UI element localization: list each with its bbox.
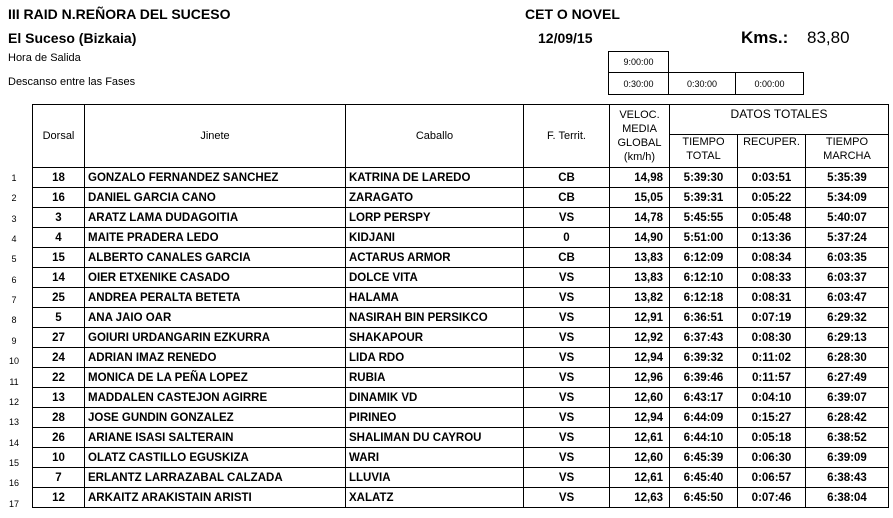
tiempo-marcha-cell: 6:29:32 bbox=[806, 308, 889, 328]
recuper-cell: 0:13:36 bbox=[738, 228, 806, 248]
recuper-cell: 0:11:57 bbox=[738, 368, 806, 388]
row-number: 17 bbox=[8, 498, 19, 509]
territ-cell: VS bbox=[524, 468, 610, 488]
table-row bbox=[33, 228, 889, 248]
caballo-cell: LLUVIA bbox=[346, 468, 524, 488]
tiempo-total-cell: 6:36:51 bbox=[670, 308, 738, 328]
table-row bbox=[33, 488, 889, 508]
tiempo-marcha-cell: 6:03:35 bbox=[806, 248, 889, 268]
veloc-cell: 15,05 bbox=[610, 188, 670, 208]
recuper-cell: 0:08:34 bbox=[738, 248, 806, 268]
territ-cell: VS bbox=[524, 268, 610, 288]
caballo-cell: LIDA RDO bbox=[346, 348, 524, 368]
tiempo-marcha-cell: 6:28:42 bbox=[806, 408, 889, 428]
dorsal-cell: 22 bbox=[33, 368, 85, 388]
rest-label: Descanso entre las Fases bbox=[8, 76, 136, 88]
recuper-cell: 0:05:48 bbox=[738, 208, 806, 228]
tiempo-total-cell: 6:45:50 bbox=[670, 488, 738, 508]
tiempo-marcha-cell: 6:28:30 bbox=[806, 348, 889, 368]
jinete-cell: OLATZ CASTILLO EGUSKIZA bbox=[85, 448, 346, 468]
col-tiempo-marcha: TIEMPO MARCHA bbox=[806, 135, 889, 168]
row-number: 2 bbox=[11, 193, 17, 204]
tiempo-total-cell: 6:45:40 bbox=[670, 468, 738, 488]
veloc-cell: 12,60 bbox=[610, 388, 670, 408]
tiempo-total-cell: 5:39:31 bbox=[670, 188, 738, 208]
dorsal-cell: 26 bbox=[33, 428, 85, 448]
dorsal-cell: 25 bbox=[33, 288, 85, 308]
tiempo-total-cell: 6:12:09 bbox=[670, 248, 738, 268]
caballo-cell: SHALIMAN DU CAYROU bbox=[346, 428, 524, 448]
dorsal-cell: 3 bbox=[33, 208, 85, 228]
tiempo-marcha-cell: 5:40:07 bbox=[806, 208, 889, 228]
event-date: 12/09/15 bbox=[538, 30, 593, 46]
jinete-cell: ERLANTZ LARRAZABAL CALZADA bbox=[85, 468, 346, 488]
tiempo-total-cell: 5:51:00 bbox=[670, 228, 738, 248]
table-row bbox=[33, 368, 889, 388]
dorsal-cell: 15 bbox=[33, 248, 85, 268]
veloc-cell: 12,91 bbox=[610, 308, 670, 328]
territ-cell: CB bbox=[524, 188, 610, 208]
veloc-cell: 12,94 bbox=[610, 348, 670, 368]
tiempo-total-cell: 5:39:30 bbox=[670, 168, 738, 188]
table-row bbox=[33, 348, 889, 368]
row-number: 3 bbox=[11, 213, 17, 224]
veloc-cell: 13,83 bbox=[610, 248, 670, 268]
dorsal-cell: 5 bbox=[33, 308, 85, 328]
start-time-label: Hora de Salida bbox=[8, 52, 81, 64]
dorsal-cell: 28 bbox=[33, 408, 85, 428]
col-tiempo-total: TIEMPO TOTAL bbox=[670, 135, 738, 168]
territ-cell: VS bbox=[524, 348, 610, 368]
veloc-cell: 13,83 bbox=[610, 268, 670, 288]
caballo-cell: KIDJANI bbox=[346, 228, 524, 248]
jinete-cell: ANA JAIO OAR bbox=[85, 308, 346, 328]
jinete-cell: JOSE GUNDIN GONZALEZ bbox=[85, 408, 346, 428]
jinete-cell: ARIANE ISASI SALTERAIN bbox=[85, 428, 346, 448]
jinete-cell: OIER ETXENIKE CASADO bbox=[85, 268, 346, 288]
territ-cell: VS bbox=[524, 208, 610, 228]
tiempo-total-cell: 6:44:10 bbox=[670, 428, 738, 448]
tiempo-marcha-cell: 5:35:39 bbox=[806, 168, 889, 188]
territ-cell: VS bbox=[524, 408, 610, 428]
caballo-cell: RUBIA bbox=[346, 368, 524, 388]
caballo-cell: XALATZ bbox=[346, 488, 524, 508]
event-title: III RAID N.REÑORA DEL SUCESO bbox=[8, 6, 231, 22]
table-row bbox=[33, 308, 889, 328]
kms-label: Kms.: bbox=[741, 28, 789, 47]
jinete-cell: ADRIAN IMAZ RENEDO bbox=[85, 348, 346, 368]
rest-time-1: 0:30:00 bbox=[608, 72, 669, 95]
dorsal-cell: 14 bbox=[33, 268, 85, 288]
row-number: 6 bbox=[11, 274, 17, 285]
recuper-cell: 0:07:19 bbox=[738, 308, 806, 328]
territ-cell: VS bbox=[524, 428, 610, 448]
row-number: 4 bbox=[11, 234, 17, 245]
col-veloc: VELOC. MEDIA GLOBAL (km/h) bbox=[610, 105, 670, 168]
tiempo-marcha-cell: 6:29:13 bbox=[806, 328, 889, 348]
veloc-cell: 13,82 bbox=[610, 288, 670, 308]
row-number: 10 bbox=[8, 356, 19, 367]
territ-cell: CB bbox=[524, 248, 610, 268]
territ-cell: CB bbox=[524, 168, 610, 188]
recuper-cell: 0:03:51 bbox=[738, 168, 806, 188]
recuper-cell: 0:06:30 bbox=[738, 448, 806, 468]
recuper-cell: 0:06:57 bbox=[738, 468, 806, 488]
tiempo-total-cell: 6:37:43 bbox=[670, 328, 738, 348]
tiempo-total-cell: 6:44:09 bbox=[670, 408, 738, 428]
recuper-cell: 0:11:02 bbox=[738, 348, 806, 368]
caballo-cell: KATRINA DE LAREDO bbox=[346, 168, 524, 188]
kms-value: 83,80 bbox=[807, 28, 850, 47]
table-row bbox=[33, 428, 889, 448]
jinete-cell: ALBERTO CANALES GARCIA bbox=[85, 248, 346, 268]
jinete-cell: MONICA DE LA PEÑA LOPEZ bbox=[85, 368, 346, 388]
table-row bbox=[33, 288, 889, 308]
tiempo-marcha-cell: 6:38:43 bbox=[806, 468, 889, 488]
veloc-cell: 12,92 bbox=[610, 328, 670, 348]
rest-time-2: 0:30:00 bbox=[668, 72, 736, 95]
dorsal-cell: 13 bbox=[33, 388, 85, 408]
tiempo-marcha-cell: 6:39:09 bbox=[806, 448, 889, 468]
col-territ: F. Territ. bbox=[524, 105, 610, 168]
table-row bbox=[33, 248, 889, 268]
veloc-cell: 14,90 bbox=[610, 228, 670, 248]
veloc-cell: 12,60 bbox=[610, 448, 670, 468]
jinete-cell: DANIEL GARCIA CANO bbox=[85, 188, 346, 208]
row-number: 8 bbox=[11, 315, 17, 326]
tiempo-marcha-cell: 6:27:49 bbox=[806, 368, 889, 388]
tiempo-total-cell: 6:45:39 bbox=[670, 448, 738, 468]
jinete-cell: ARKAITZ ARAKISTAIN ARISTI bbox=[85, 488, 346, 508]
caballo-cell: PIRINEO bbox=[346, 408, 524, 428]
col-caballo: Caballo bbox=[346, 105, 524, 168]
row-number: 14 bbox=[8, 437, 19, 448]
recuper-cell: 0:08:30 bbox=[738, 328, 806, 348]
tiempo-marcha-cell: 6:38:04 bbox=[806, 488, 889, 508]
tiempo-total-cell: 6:12:10 bbox=[670, 268, 738, 288]
row-number: 15 bbox=[8, 457, 19, 468]
tiempo-total-cell: 6:12:18 bbox=[670, 288, 738, 308]
event-category: CET O NOVEL bbox=[525, 6, 620, 22]
rest-time-3: 0:00:00 bbox=[735, 72, 804, 95]
dorsal-cell: 4 bbox=[33, 228, 85, 248]
territ-cell: 0 bbox=[524, 228, 610, 248]
recuper-cell: 0:08:33 bbox=[738, 268, 806, 288]
territ-cell: VS bbox=[524, 388, 610, 408]
territ-cell: VS bbox=[524, 288, 610, 308]
tiempo-marcha-cell: 5:34:09 bbox=[806, 188, 889, 208]
table-row bbox=[33, 468, 889, 488]
veloc-cell: 12,61 bbox=[610, 468, 670, 488]
tiempo-total-cell: 6:39:46 bbox=[670, 368, 738, 388]
tiempo-marcha-cell: 5:37:24 bbox=[806, 228, 889, 248]
dorsal-cell: 7 bbox=[33, 468, 85, 488]
jinete-cell: ANDREA PERALTA BETETA bbox=[85, 288, 346, 308]
jinete-cell: GONZALO FERNANDEZ SANCHEZ bbox=[85, 168, 346, 188]
tiempo-marcha-cell: 6:03:37 bbox=[806, 268, 889, 288]
row-number: 11 bbox=[9, 376, 19, 387]
caballo-cell: ZARAGATO bbox=[346, 188, 524, 208]
dorsal-cell: 10 bbox=[33, 448, 85, 468]
recuper-cell: 0:05:22 bbox=[738, 188, 806, 208]
tiempo-marcha-cell: 6:03:47 bbox=[806, 288, 889, 308]
jinete-cell: MADDALEN CASTEJON AGIRRE bbox=[85, 388, 346, 408]
row-number: 9 bbox=[11, 335, 17, 346]
dorsal-cell: 24 bbox=[33, 348, 85, 368]
jinete-cell: ARATZ LAMA DUDAGOITIA bbox=[85, 208, 346, 228]
caballo-cell: HALAMA bbox=[346, 288, 524, 308]
col-jinete: Jinete bbox=[85, 105, 346, 168]
col-dorsal: Dorsal bbox=[33, 105, 85, 168]
row-number: 7 bbox=[11, 295, 17, 306]
recuper-cell: 0:05:18 bbox=[738, 428, 806, 448]
tiempo-total-cell: 5:45:55 bbox=[670, 208, 738, 228]
veloc-cell: 14,98 bbox=[610, 168, 670, 188]
table-row bbox=[33, 188, 889, 208]
territ-cell: VS bbox=[524, 328, 610, 348]
col-recuper: RECUPER. bbox=[738, 135, 806, 168]
jinete-cell: GOIURI URDANGARIN EZKURRA bbox=[85, 328, 346, 348]
jinete-cell: MAITE PRADERA LEDO bbox=[85, 228, 346, 248]
dorsal-cell: 16 bbox=[33, 188, 85, 208]
event-location: El Suceso (Bizkaia) bbox=[8, 30, 137, 46]
territ-cell: VS bbox=[524, 488, 610, 508]
caballo-cell: ACTARUS ARMOR bbox=[346, 248, 524, 268]
caballo-cell: SHAKAPOUR bbox=[346, 328, 524, 348]
dorsal-cell: 12 bbox=[33, 488, 85, 508]
start-time-box: 9:00:00 bbox=[608, 51, 669, 73]
tiempo-marcha-cell: 6:39:07 bbox=[806, 388, 889, 408]
tiempo-total-cell: 6:39:32 bbox=[670, 348, 738, 368]
caballo-cell: LORP PERSPY bbox=[346, 208, 524, 228]
caballo-cell: DINAMIK VD bbox=[346, 388, 524, 408]
recuper-cell: 0:15:27 bbox=[738, 408, 806, 428]
veloc-cell: 14,78 bbox=[610, 208, 670, 228]
table-row bbox=[33, 448, 889, 468]
table-row bbox=[33, 268, 889, 288]
territ-cell: VS bbox=[524, 368, 610, 388]
territ-cell: VS bbox=[524, 308, 610, 328]
col-datos-totales: DATOS TOTALES bbox=[670, 105, 889, 135]
veloc-cell: 12,94 bbox=[610, 408, 670, 428]
recuper-cell: 0:08:31 bbox=[738, 288, 806, 308]
results-table bbox=[32, 104, 889, 508]
veloc-cell: 12,63 bbox=[610, 488, 670, 508]
table-row bbox=[33, 328, 889, 348]
row-number: 1 bbox=[11, 173, 17, 183]
caballo-cell: DOLCE VITA bbox=[346, 268, 524, 288]
table-row bbox=[33, 408, 889, 428]
row-number: 13 bbox=[8, 417, 19, 428]
dorsal-cell: 27 bbox=[33, 328, 85, 348]
dorsal-cell: 18 bbox=[33, 168, 85, 188]
recuper-cell: 0:04:10 bbox=[738, 388, 806, 408]
row-number: 16 bbox=[8, 478, 19, 489]
row-number: 12 bbox=[8, 396, 19, 407]
table-row bbox=[33, 168, 889, 188]
veloc-cell: 12,61 bbox=[610, 428, 670, 448]
recuper-cell: 0:07:46 bbox=[738, 488, 806, 508]
veloc-cell: 12,96 bbox=[610, 368, 670, 388]
tiempo-total-cell: 6:43:17 bbox=[670, 388, 738, 408]
caballo-cell: NASIRAH BIN PERSIKCO bbox=[346, 308, 524, 328]
caballo-cell: WARI bbox=[346, 448, 524, 468]
tiempo-marcha-cell: 6:38:52 bbox=[806, 428, 889, 448]
territ-cell: VS bbox=[524, 448, 610, 468]
table-row bbox=[33, 208, 889, 228]
table-row bbox=[33, 388, 889, 408]
row-number: 5 bbox=[11, 254, 17, 265]
